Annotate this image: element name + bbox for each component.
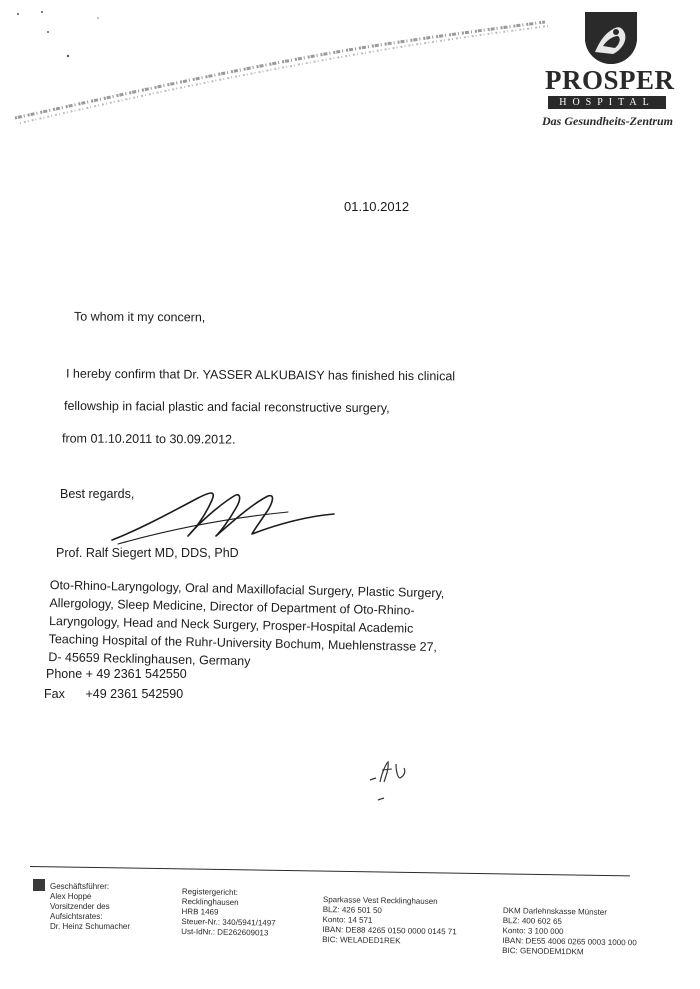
- logo-tagline: Das Gesundheits-Zentrum: [541, 114, 674, 128]
- footer-line: Konto: 14 571: [322, 914, 373, 925]
- signer-title-line: Oto-Rhino-Laryngology, Oral and Maxillofacial Surgery, Plastic Surgery,: [49, 577, 445, 601]
- footer-rule: [30, 866, 630, 876]
- body-line-2: fellowship in facial plastic and facial reconstructive surgery,: [63, 398, 390, 416]
- footer-bank-sparkasse: [322, 895, 457, 947]
- signer-title-block: [48, 576, 444, 674]
- footer-line: Dr. Heinz Schumacher: [50, 922, 131, 931]
- signer-name: Prof. Ralf Siegert MD, DDS, PhD: [56, 546, 239, 560]
- signer-title-line: Allergology, Sleep Medicine, Director of Department of Oto-Rhino-: [49, 595, 415, 618]
- footer-square-icon: [33, 879, 45, 891]
- footer-line: Konto: 3 100 000: [502, 925, 564, 937]
- signer-title-line: Laryngology, Head and Neck Surgery, Prosper-Hospital Academic: [48, 613, 414, 636]
- footer-line: Sparkasse Vest Recklinghausen: [322, 895, 438, 907]
- footer-line: Recklinghausen: [181, 896, 239, 907]
- footer-line: Ust-IdNr.: DE262609013: [181, 926, 269, 938]
- footer-line: HRB 1469: [181, 906, 219, 917]
- signer-title-line: Teaching Hospital of the Ruhr-University Bochum, Muehlenstrasse 27,: [48, 631, 438, 655]
- footer-line: BLZ: 400 602 65: [502, 915, 562, 927]
- handwritten-mark: [362, 752, 422, 807]
- fax-row: [44, 686, 183, 702]
- fax-number: +49 2361 542590: [85, 687, 184, 701]
- footer-line: BIC: GENODEM1DKM: [502, 945, 584, 957]
- prosper-hospital-logo: [540, 10, 675, 130]
- footer-bank-dkm: [502, 906, 637, 958]
- salutation: To whom it my concern,: [73, 309, 206, 325]
- logo-emblem-icon: [585, 12, 637, 64]
- footer-line: Aufsichtsrates:: [50, 912, 103, 921]
- footer-line: IBAN: DE88 4265 0150 0000 0145 71: [322, 924, 457, 937]
- logo-name: PROSPER: [545, 65, 675, 95]
- fax-label: Fax: [44, 687, 65, 701]
- footer-line: BIC: WELADED1REK: [322, 934, 401, 946]
- footer-line: IBAN: DE55 4006 0265 0003 1000 00: [502, 935, 637, 948]
- footer-line: Vorsitzender des: [50, 902, 110, 911]
- footer-line: Steuer-Nr.: 340/5941/1497: [181, 916, 276, 928]
- footer-line: BLZ: 426 501 50: [322, 904, 382, 916]
- footer-management: [50, 882, 130, 932]
- closing: Best regards,: [60, 487, 135, 501]
- footer-line: Registergericht:: [181, 887, 239, 897]
- footer-registry: [181, 887, 276, 939]
- body-line-3: from 01.10.2011 to 30.09.2012.: [61, 431, 236, 447]
- logo-subname: HOSPITAL: [548, 96, 666, 109]
- signer-title-line: D- 45659 Recklinghausen, Germany: [48, 649, 251, 669]
- footer-line: DKM Darlehnskasse Münster: [502, 906, 608, 917]
- phone-number: Phone + 49 2361 542550: [46, 667, 187, 681]
- footer-line: Geschäftsführer:: [50, 882, 110, 891]
- footer-line: Alex Hoppe: [50, 892, 92, 901]
- body-line-1: I hereby confirm that Dr. YASSER ALKUBAISY has finished his clinical: [65, 366, 456, 384]
- letter-date: 01.10.2012: [344, 199, 410, 214]
